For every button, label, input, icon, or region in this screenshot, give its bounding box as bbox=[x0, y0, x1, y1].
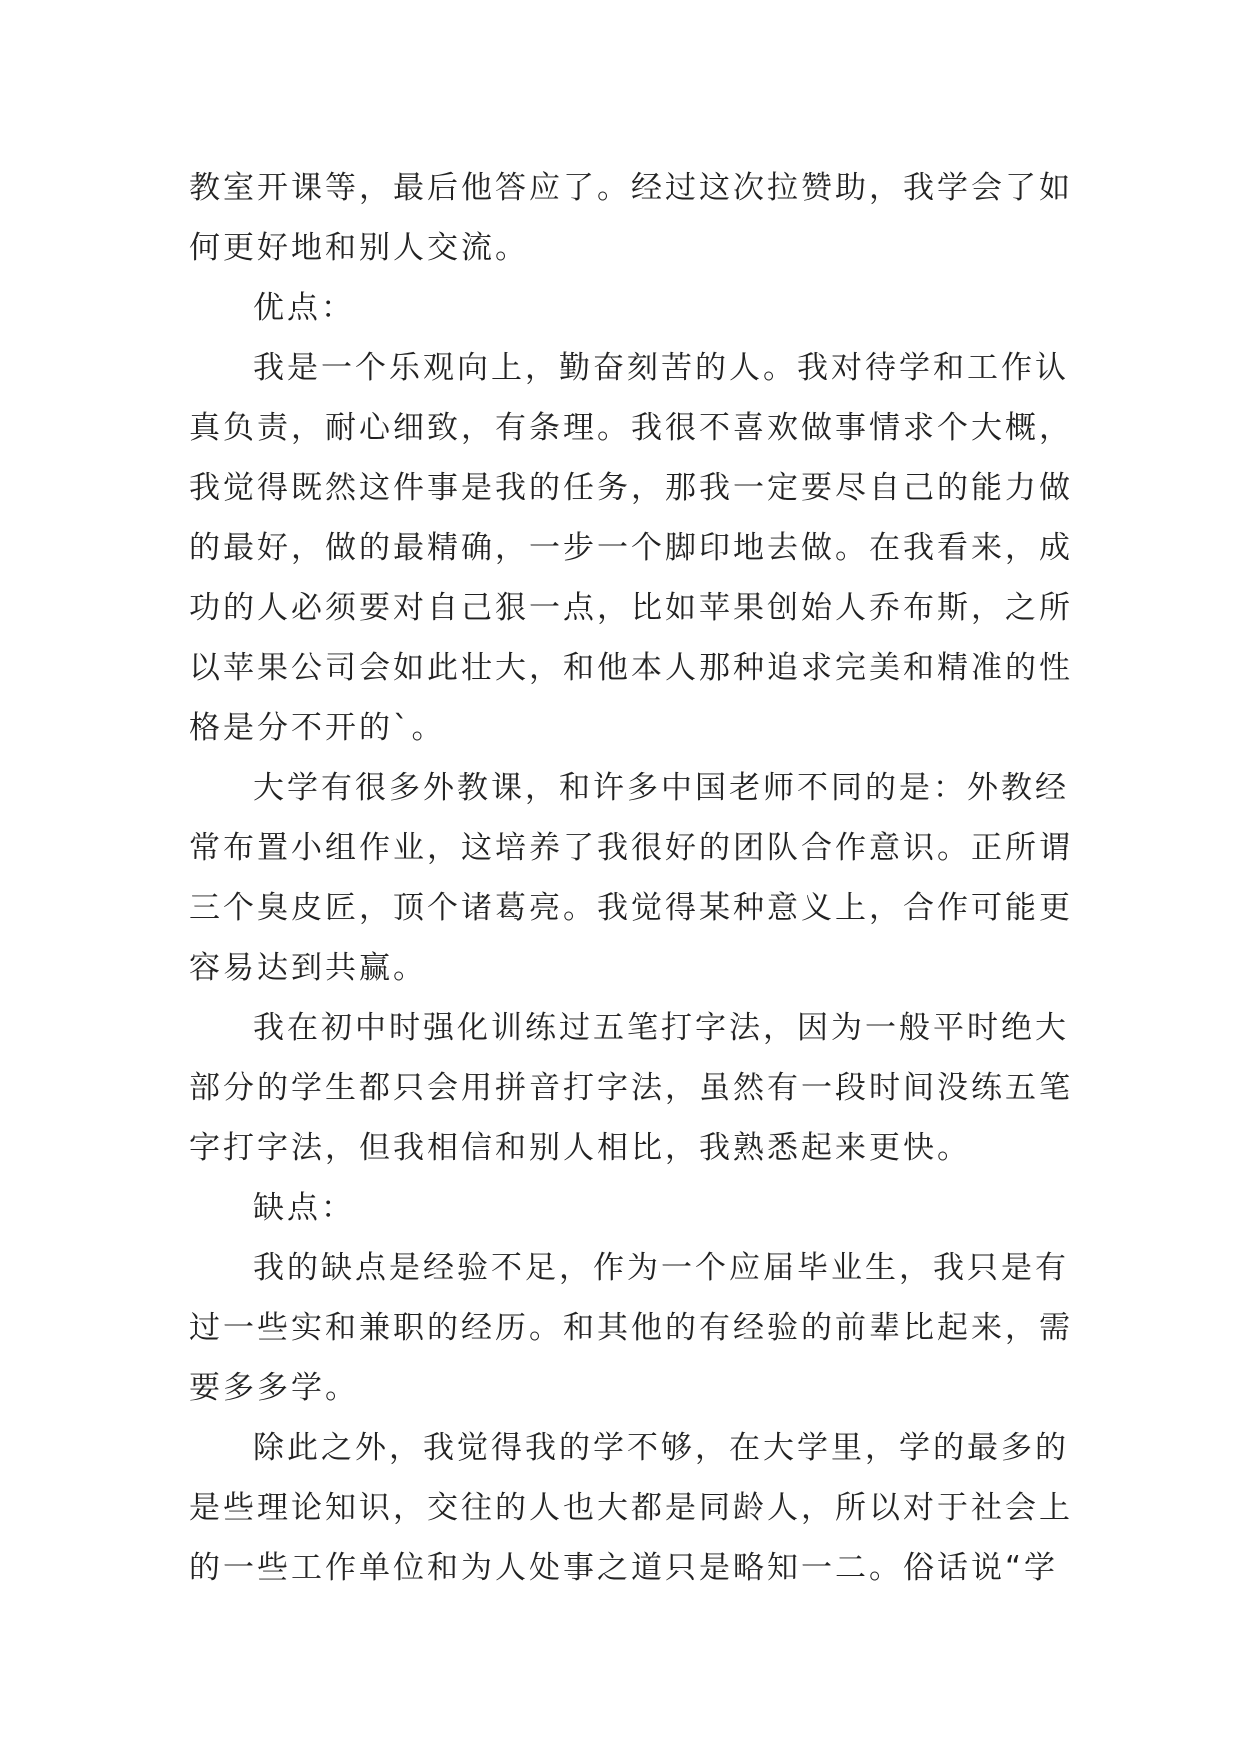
text-line: 过一些实和兼职的经历。和其他的有经验的前辈比起来，需 bbox=[189, 1310, 1073, 1346]
text-line: 容易达到共赢。 bbox=[189, 950, 427, 986]
text-line: 要多多学。 bbox=[189, 1370, 359, 1406]
text-line: 格是分不开的`。 bbox=[189, 710, 446, 746]
text-line: 的一些工作单位和为人处事之道只是略知一二。俗话说“学 bbox=[189, 1550, 1059, 1586]
text-line: 功的人必须要对自己狠一点，比如苹果创始人乔布斯，之所 bbox=[189, 590, 1073, 626]
text-line: 我是一个乐观向上，勤奋刻苦的人。我对待学和工作认 bbox=[253, 350, 1069, 386]
text-line: 我觉得既然这件事是我的任务，那我一定要尽自己的能力做 bbox=[189, 470, 1073, 506]
text-line: 三个臭皮匠，顶个诸葛亮。我觉得某种意义上，合作可能更 bbox=[189, 890, 1073, 926]
text-line: 我在初中时强化训练过五笔打字法，因为一般平时绝大 bbox=[253, 1010, 1069, 1046]
text-line: 以苹果公司会如此壮大，和他本人那种追求完美和精准的性 bbox=[189, 650, 1073, 686]
text-line: 真负责，耐心细致，有条理。我很不喜欢做事情求个大概， bbox=[189, 410, 1073, 446]
text-line: 大学有很多外教课，和许多中国老师不同的是：外教经 bbox=[253, 770, 1069, 806]
text-line: 部分的学生都只会用拼音打字法，虽然有一段时间没练五笔 bbox=[189, 1070, 1073, 1106]
text-line: 除此之外，我觉得我的学不够，在大学里，学的最多的 bbox=[253, 1430, 1069, 1466]
text-line: 是些理论知识，交往的人也大都是同龄人，所以对于社会上 bbox=[189, 1490, 1073, 1526]
text-line: 常布置小组作业，这培养了我很好的团队合作意识。正所谓 bbox=[189, 830, 1073, 866]
section-heading-weaknesses: 缺点： bbox=[253, 1190, 355, 1226]
text-line: 教室开课等，最后他答应了。经过这次拉赞助，我学会了如 bbox=[189, 170, 1073, 206]
section-heading-strengths: 优点： bbox=[253, 290, 355, 326]
text-line: 的最好，做的最精确，一步一个脚印地去做。在我看来，成 bbox=[189, 530, 1073, 566]
text-line: 字打字法，但我相信和别人相比，我熟悉起来更快。 bbox=[189, 1130, 971, 1166]
document-body bbox=[189, 158, 1073, 1598]
text-line: 何更好地和别人交流。 bbox=[189, 230, 529, 266]
text-line: 我的缺点是经验不足，作为一个应届毕业生，我只是有 bbox=[253, 1250, 1069, 1286]
